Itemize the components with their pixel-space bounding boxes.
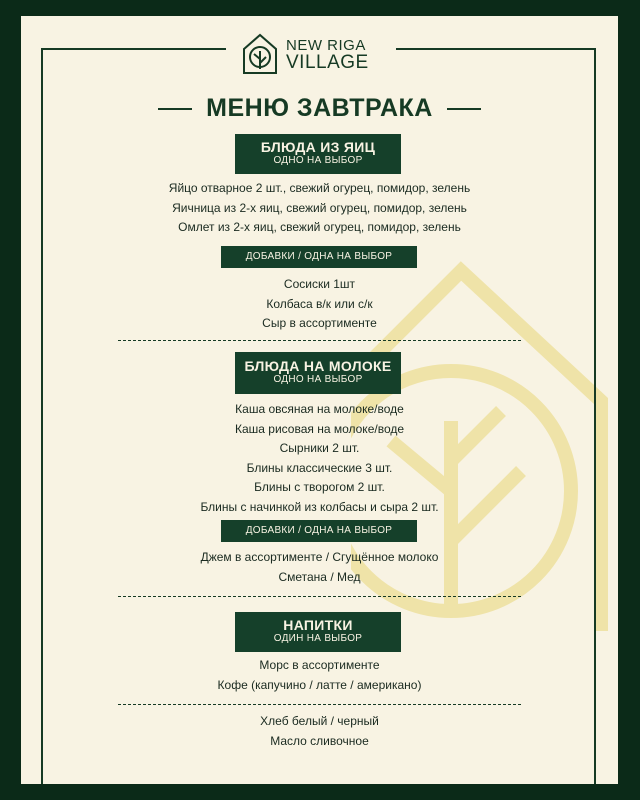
page-title: МЕНЮ ЗАВТРАКА (206, 94, 433, 122)
section-heading-eggs: БЛЮДА ИЗ ЯИЦ ОДНО НА ВЫБОР (235, 134, 401, 174)
section-items-milk (21, 400, 618, 517)
brand-line-1: NEW RIGA (286, 37, 366, 54)
title-dash-left (158, 108, 192, 110)
dashed-separator (118, 596, 521, 597)
menu-item: Каша рисовая на молоке/воде (234, 421, 405, 436)
addons-list-milk (21, 548, 618, 587)
section-items-eggs (21, 179, 618, 238)
footer-item: Хлеб белый / черный (260, 714, 379, 728)
addon-item: Сосиски 1шт (283, 277, 356, 291)
addon-item: Сметана / Мед (278, 569, 361, 584)
menu-item: Яйцо отварное 2 шт., свежий огурец, помидор, зелень (168, 181, 471, 195)
menu-item: Кофе (капучино / латте / американо) (217, 677, 422, 692)
dashed-separator (118, 340, 521, 341)
addons-label-eggs: ДОБАВКИ / ОДНА НА ВЫБОР (221, 246, 417, 268)
footer-items (21, 712, 618, 751)
menu-item: Яичница из 2-х яиц, свежий огурец, помидор, зелень (172, 200, 467, 215)
brand-line-2: VILLAGE (286, 52, 369, 73)
menu-item: Морс в ассортименте (259, 658, 380, 672)
addon-item: Сыр в ассортименте (262, 316, 377, 330)
addons-label-milk: ДОБАВКИ / ОДНА НА ВЫБОР (221, 520, 417, 542)
menu-item: Блины классические 3 шт. (246, 460, 393, 475)
addon-item: Джем в ассортименте / Сгущённое молоко (200, 550, 439, 564)
title-dash-right (447, 108, 481, 110)
section-heading-drinks: НАПИТКИ ОДИН НА ВЫБОР (235, 612, 401, 652)
menu-card (21, 16, 618, 784)
footer-item: Масло сливочное (270, 733, 369, 748)
menu-item: Каша овсяная на молоке/воде (235, 402, 404, 416)
section-heading-milk: БЛЮДА НА МОЛОКЕ ОДНО НА ВЫБОР (235, 352, 401, 394)
dashed-separator (118, 704, 521, 705)
addons-list-eggs (21, 275, 618, 334)
menu-item: Омлет из 2-х яиц, свежий огурец, помидор, зелень (178, 220, 461, 234)
title-row (21, 94, 618, 123)
menu-item: Блины с творогом 2 шт. (254, 480, 385, 494)
section-items-drinks (21, 656, 618, 695)
menu-item: Сырники 2 шт. (279, 441, 360, 455)
addon-item: Колбаса в/к или с/к (266, 296, 373, 311)
tree-house-logo-icon (242, 33, 278, 75)
brand-logo (242, 32, 369, 76)
menu-item: Блины с начинкой из колбасы и сыра 2 шт. (200, 499, 439, 514)
